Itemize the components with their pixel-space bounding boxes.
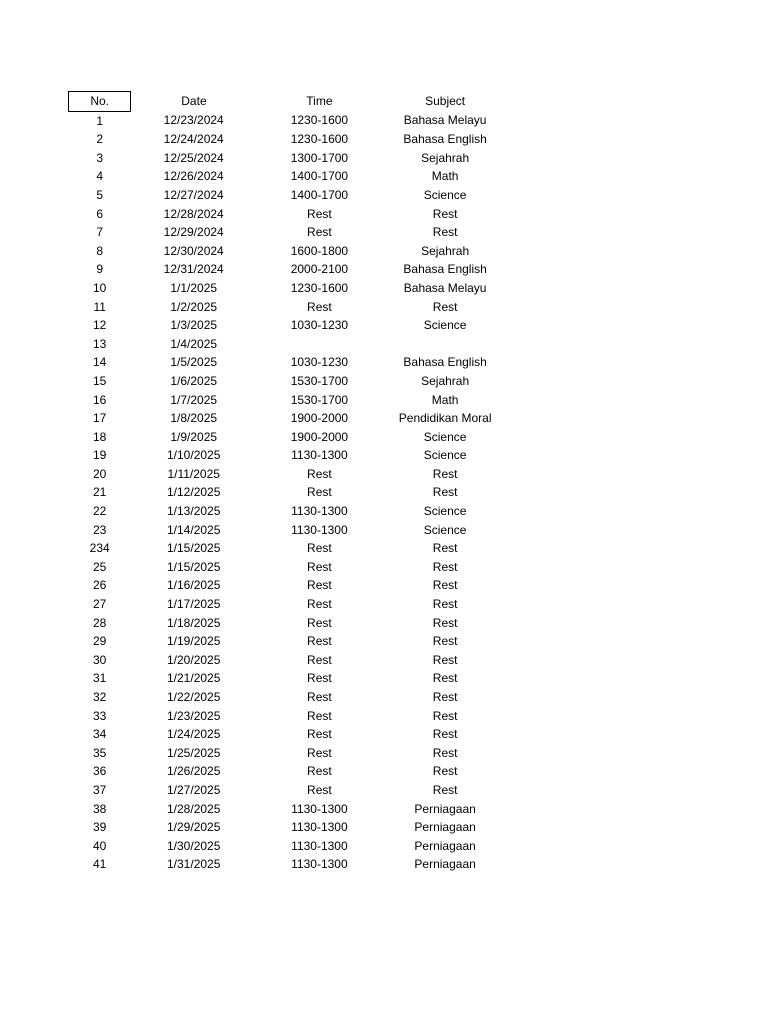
cell-time[interactable]: 1130-1300	[291, 801, 348, 816]
cell-subject[interactable]: Bahasa English	[403, 132, 487, 147]
cell-time[interactable]: 1130-1300	[291, 504, 348, 519]
cell-no[interactable]: 5	[96, 187, 104, 202]
cell-date[interactable]: 1/15/2025	[167, 559, 221, 574]
cell-date[interactable]: 1/16/2025	[167, 578, 221, 593]
cell-no[interactable]: 1	[96, 113, 104, 128]
cell-time[interactable]: 1600-1800	[290, 243, 349, 258]
cell-time[interactable]: 1130-1300	[291, 857, 348, 872]
cell-subject[interactable]: Science	[423, 522, 467, 537]
cell-date[interactable]: 1/13/2025	[167, 504, 221, 519]
cell-no[interactable]: 30	[92, 652, 107, 667]
cell-subject[interactable]: Bahasa English	[403, 262, 487, 277]
table-row	[69, 632, 509, 651]
cell-time[interactable]: 1530-1700	[290, 373, 349, 388]
cell-time[interactable]: Rest	[307, 485, 332, 500]
cell-time[interactable]: 2000-2100	[290, 262, 349, 277]
cell-date[interactable]: 1/23/2025	[167, 708, 221, 723]
table-row	[69, 558, 509, 577]
cell-no[interactable]: 15	[92, 373, 107, 388]
cell-no[interactable]: 4	[96, 169, 104, 184]
table-row	[69, 205, 509, 224]
table-row	[69, 744, 509, 763]
table-row	[69, 372, 509, 391]
cell-time[interactable]: 1400-1700	[290, 187, 349, 202]
cell-subject[interactable]: Rest	[432, 764, 458, 779]
header-cell-subject[interactable]: Subject	[425, 94, 466, 108]
cell-subject[interactable]: Pendidikan Moral	[398, 411, 492, 426]
cell-time[interactable]: Rest	[307, 634, 332, 649]
cell-no[interactable]: 22	[92, 504, 107, 519]
cell-time[interactable]: Rest	[307, 745, 332, 760]
cell-time[interactable]: 1400-1700	[290, 169, 349, 184]
cell-no[interactable]: 13	[92, 336, 107, 351]
cell-date[interactable]: 1/7/2025	[170, 392, 218, 407]
cell-time[interactable]: 1300-1700	[290, 150, 349, 165]
table-row	[69, 483, 509, 502]
table-row	[69, 837, 509, 856]
table-row	[69, 298, 509, 317]
cell-date[interactable]: 12/27/2024	[163, 187, 224, 202]
table-row	[69, 409, 509, 428]
cell-no[interactable]: 20	[92, 466, 107, 481]
table-row	[69, 762, 509, 781]
cell-no[interactable]: 21	[92, 485, 107, 500]
cell-date[interactable]: 12/26/2024	[163, 169, 224, 184]
cell-date[interactable]: 1/18/2025	[167, 615, 221, 630]
cell-time[interactable]: 1130-1300	[291, 820, 348, 835]
cell-time[interactable]: Rest	[307, 206, 332, 221]
cell-date[interactable]: 1/15/2025	[167, 541, 221, 556]
cell-date[interactable]: 1/22/2025	[167, 690, 221, 704]
cell-time[interactable]: Rest	[307, 727, 332, 742]
cell-no[interactable]: 28	[92, 615, 107, 630]
cell-time[interactable]: 1130-1300	[291, 448, 348, 463]
cell-time[interactable]: Rest	[307, 708, 332, 723]
cell-no[interactable]: 3	[96, 150, 104, 165]
table-row	[69, 130, 509, 149]
timetable-sheet	[68, 91, 508, 874]
cell-no[interactable]: 34	[92, 727, 107, 742]
cell-date[interactable]: 1/24/2025	[167, 727, 221, 742]
cell-time[interactable]: Rest	[307, 225, 332, 240]
cell-time[interactable]: 1230-1600	[290, 280, 349, 295]
cell-date[interactable]: 12/29/2024	[163, 225, 224, 240]
cell-no[interactable]: 18	[92, 429, 107, 444]
cell-time[interactable]: 1230-1600	[290, 113, 349, 128]
cell-subject[interactable]: Rest	[432, 745, 458, 760]
cell-subject[interactable]: Sejahrah	[421, 373, 470, 388]
cell-time[interactable]: Rest	[307, 764, 332, 779]
cell-subject[interactable]: Rest	[432, 782, 458, 797]
cell-no[interactable]: 8	[96, 243, 104, 258]
cell-subject[interactable]: Rest	[432, 615, 458, 630]
table-row	[69, 260, 509, 279]
table-row	[69, 391, 509, 410]
cell-no[interactable]: 16	[92, 392, 107, 407]
cell-date[interactable]: 1/21/2025	[167, 671, 221, 686]
cell-subject[interactable]	[382, 335, 508, 354]
header-cell-no[interactable]: No.	[69, 92, 131, 112]
cell-subject[interactable]: Science	[423, 318, 467, 333]
cell-no[interactable]: 17	[92, 411, 107, 426]
cell-subject[interactable]: Bahasa Melayu	[403, 113, 487, 128]
cell-date[interactable]: 1/28/2025	[167, 801, 221, 816]
cell-subject[interactable]: Bahasa Melayu	[403, 280, 487, 295]
cell-no[interactable]: 234	[89, 541, 110, 556]
cell-date[interactable]: 12/24/2024	[163, 132, 224, 147]
cell-date[interactable]: 1/10/2025	[167, 448, 221, 463]
cell-subject[interactable]: Rest	[432, 597, 458, 612]
cell-no[interactable]: 33	[92, 708, 107, 723]
table-row	[69, 521, 509, 540]
header-row	[69, 92, 509, 112]
table-row	[69, 335, 509, 354]
table-row	[69, 446, 509, 465]
cell-no[interactable]: 38	[92, 801, 107, 816]
cell-time[interactable]: Rest	[307, 615, 332, 630]
table-row	[69, 167, 509, 186]
table-row	[69, 223, 509, 242]
cell-no[interactable]: 40	[92, 838, 107, 853]
cell-no[interactable]: 11	[93, 299, 106, 314]
table-row	[69, 707, 509, 726]
cell-date[interactable]: 1/14/2025	[167, 522, 221, 537]
table-row	[69, 465, 509, 484]
cell-date[interactable]: 1/2/2025	[170, 299, 218, 314]
cell-subject[interactable]: Sejahrah	[421, 150, 470, 165]
cell-subject[interactable]: Rest	[432, 671, 458, 686]
cell-subject[interactable]: Rest	[432, 541, 458, 556]
table-row	[69, 111, 509, 130]
cell-subject[interactable]: Rest	[432, 206, 458, 221]
cell-no[interactable]: 12	[92, 318, 107, 333]
cell-date[interactable]: 1/26/2025	[167, 764, 221, 779]
table-row	[69, 725, 509, 744]
cell-subject[interactable]: Rest	[432, 690, 458, 704]
cell-subject[interactable]: Science	[423, 187, 467, 202]
cell-no[interactable]: 39	[92, 820, 107, 835]
cell-no[interactable]: 7	[96, 225, 104, 240]
cell-date[interactable]: 1/11/2025	[167, 466, 220, 481]
cell-no[interactable]: 10	[92, 280, 107, 295]
cell-time[interactable]: 1130-1300	[291, 522, 348, 537]
cell-time[interactable]: 1030-1230	[290, 355, 349, 370]
cell-subject[interactable]: Bahasa English	[403, 355, 487, 370]
cell-subject[interactable]: Science	[423, 448, 467, 463]
cell-no[interactable]: 29	[92, 634, 107, 649]
table-row	[69, 502, 509, 521]
table-body	[69, 111, 509, 874]
cell-time[interactable]: Rest	[307, 782, 332, 797]
cell-date[interactable]: 1/1/2025	[170, 280, 218, 295]
cell-date[interactable]: 1/9/2025	[170, 429, 218, 444]
table-row	[69, 688, 509, 707]
table-row	[69, 855, 509, 874]
table-row	[69, 149, 509, 168]
cell-subject[interactable]: Rest	[432, 652, 458, 667]
cell-time[interactable]	[257, 335, 383, 354]
cell-date[interactable]: 1/3/2025	[170, 318, 218, 333]
cell-subject[interactable]: Rest	[432, 559, 458, 574]
cell-no[interactable]: 36	[92, 764, 107, 779]
cell-time[interactable]: Rest	[307, 671, 332, 686]
cell-no[interactable]: 32	[92, 690, 107, 704]
cell-date[interactable]: 1/29/2025	[167, 820, 221, 835]
table-row	[69, 279, 509, 298]
cell-subject[interactable]: Rest	[432, 466, 458, 481]
cell-no[interactable]: 6	[96, 206, 104, 221]
cell-no[interactable]: 41	[92, 857, 107, 872]
header-cell-date[interactable]: Date	[181, 94, 207, 108]
cell-time[interactable]: Rest	[307, 578, 332, 593]
cell-time[interactable]: Rest	[307, 652, 332, 667]
cell-date[interactable]: 1/17/2025	[167, 597, 221, 612]
cell-date[interactable]: 1/5/2025	[170, 355, 218, 370]
cell-subject[interactable]: Sejahrah	[421, 243, 470, 258]
table-row	[69, 651, 509, 670]
table-row	[69, 316, 509, 335]
cell-no[interactable]: 27	[92, 597, 107, 612]
cell-no[interactable]: 35	[92, 745, 107, 760]
cell-date[interactable]: 12/31/2024	[163, 262, 224, 277]
cell-subject[interactable]: Perniagaan	[414, 820, 476, 835]
cell-time[interactable]: Rest	[307, 466, 332, 481]
cell-time[interactable]: 1030-1230	[290, 318, 349, 333]
cell-date[interactable]: 1/30/2025	[167, 838, 221, 853]
table-row	[69, 595, 509, 614]
cell-subject[interactable]: Perniagaan	[414, 838, 476, 853]
table-row	[69, 186, 509, 205]
cell-no[interactable]: 2	[96, 132, 104, 147]
cell-time[interactable]: 1900-2000	[290, 411, 349, 426]
table-row	[69, 781, 509, 800]
cell-subject[interactable]: Rest	[432, 708, 458, 723]
cell-no[interactable]: 23	[92, 522, 107, 537]
table-row	[69, 818, 509, 837]
cell-time[interactable]: 1900-2000	[290, 429, 349, 444]
cell-no[interactable]: 14	[92, 355, 107, 370]
cell-date[interactable]: 1/12/2025	[167, 485, 221, 500]
cell-time[interactable]: Rest	[307, 541, 332, 556]
table-row	[69, 800, 509, 819]
cell-date[interactable]: 1/25/2025	[167, 745, 221, 760]
table-row	[69, 353, 509, 372]
cell-time[interactable]: 1230-1600	[290, 132, 349, 147]
cell-date[interactable]: 1/20/2025	[167, 652, 221, 667]
cell-subject[interactable]: Rest	[432, 225, 458, 240]
cell-no[interactable]: 9	[96, 262, 104, 277]
cell-date[interactable]: 1/19/2025	[167, 634, 221, 649]
table-row	[69, 428, 509, 447]
timetable-table	[68, 91, 508, 874]
cell-time[interactable]: Rest	[307, 559, 332, 574]
cell-no[interactable]: 37	[92, 782, 107, 797]
table-row	[69, 242, 509, 261]
cell-subject[interactable]: Science	[423, 504, 467, 519]
cell-date[interactable]: 12/30/2024	[163, 243, 224, 258]
cell-time[interactable]: Rest	[307, 597, 332, 612]
cell-subject[interactable]: Perniagaan	[414, 857, 476, 872]
header-cell-time[interactable]: Time	[306, 94, 333, 108]
table-row	[69, 614, 509, 633]
cell-date[interactable]: 12/23/2024	[163, 113, 224, 128]
cell-date[interactable]: 1/31/2025	[167, 857, 221, 872]
cell-subject[interactable]: Rest	[432, 485, 458, 500]
cell-no[interactable]: 26	[92, 578, 107, 593]
cell-date[interactable]: 1/8/2025	[170, 411, 218, 426]
cell-time[interactable]: Rest	[307, 690, 332, 704]
cell-date[interactable]: 12/25/2024	[163, 150, 224, 165]
cell-subject[interactable]: Math	[431, 392, 459, 407]
cell-time[interactable]: 1130-1300	[291, 838, 348, 853]
cell-no[interactable]: 19	[92, 448, 107, 463]
table-row	[69, 539, 509, 558]
cell-subject[interactable]: Rest	[432, 299, 458, 314]
cell-time[interactable]: 1530-1700	[290, 392, 349, 407]
cell-subject[interactable]: Rest	[432, 578, 458, 593]
cell-subject[interactable]: Perniagaan	[414, 801, 476, 816]
cell-date[interactable]: 12/28/2024	[163, 206, 224, 221]
table-row	[69, 576, 509, 595]
cell-date[interactable]: 1/6/2025	[170, 373, 218, 388]
cell-subject[interactable]: Math	[431, 169, 459, 184]
cell-no[interactable]: 31	[92, 671, 107, 686]
cell-subject[interactable]: Rest	[432, 634, 458, 649]
cell-date[interactable]: 1/4/2025	[170, 336, 218, 351]
cell-date[interactable]: 1/27/2025	[167, 782, 221, 797]
cell-subject[interactable]: Science	[423, 429, 467, 444]
cell-no[interactable]: 25	[92, 559, 107, 574]
table-row	[69, 669, 509, 688]
cell-subject[interactable]: Rest	[432, 727, 458, 742]
cell-time[interactable]: Rest	[307, 299, 332, 314]
